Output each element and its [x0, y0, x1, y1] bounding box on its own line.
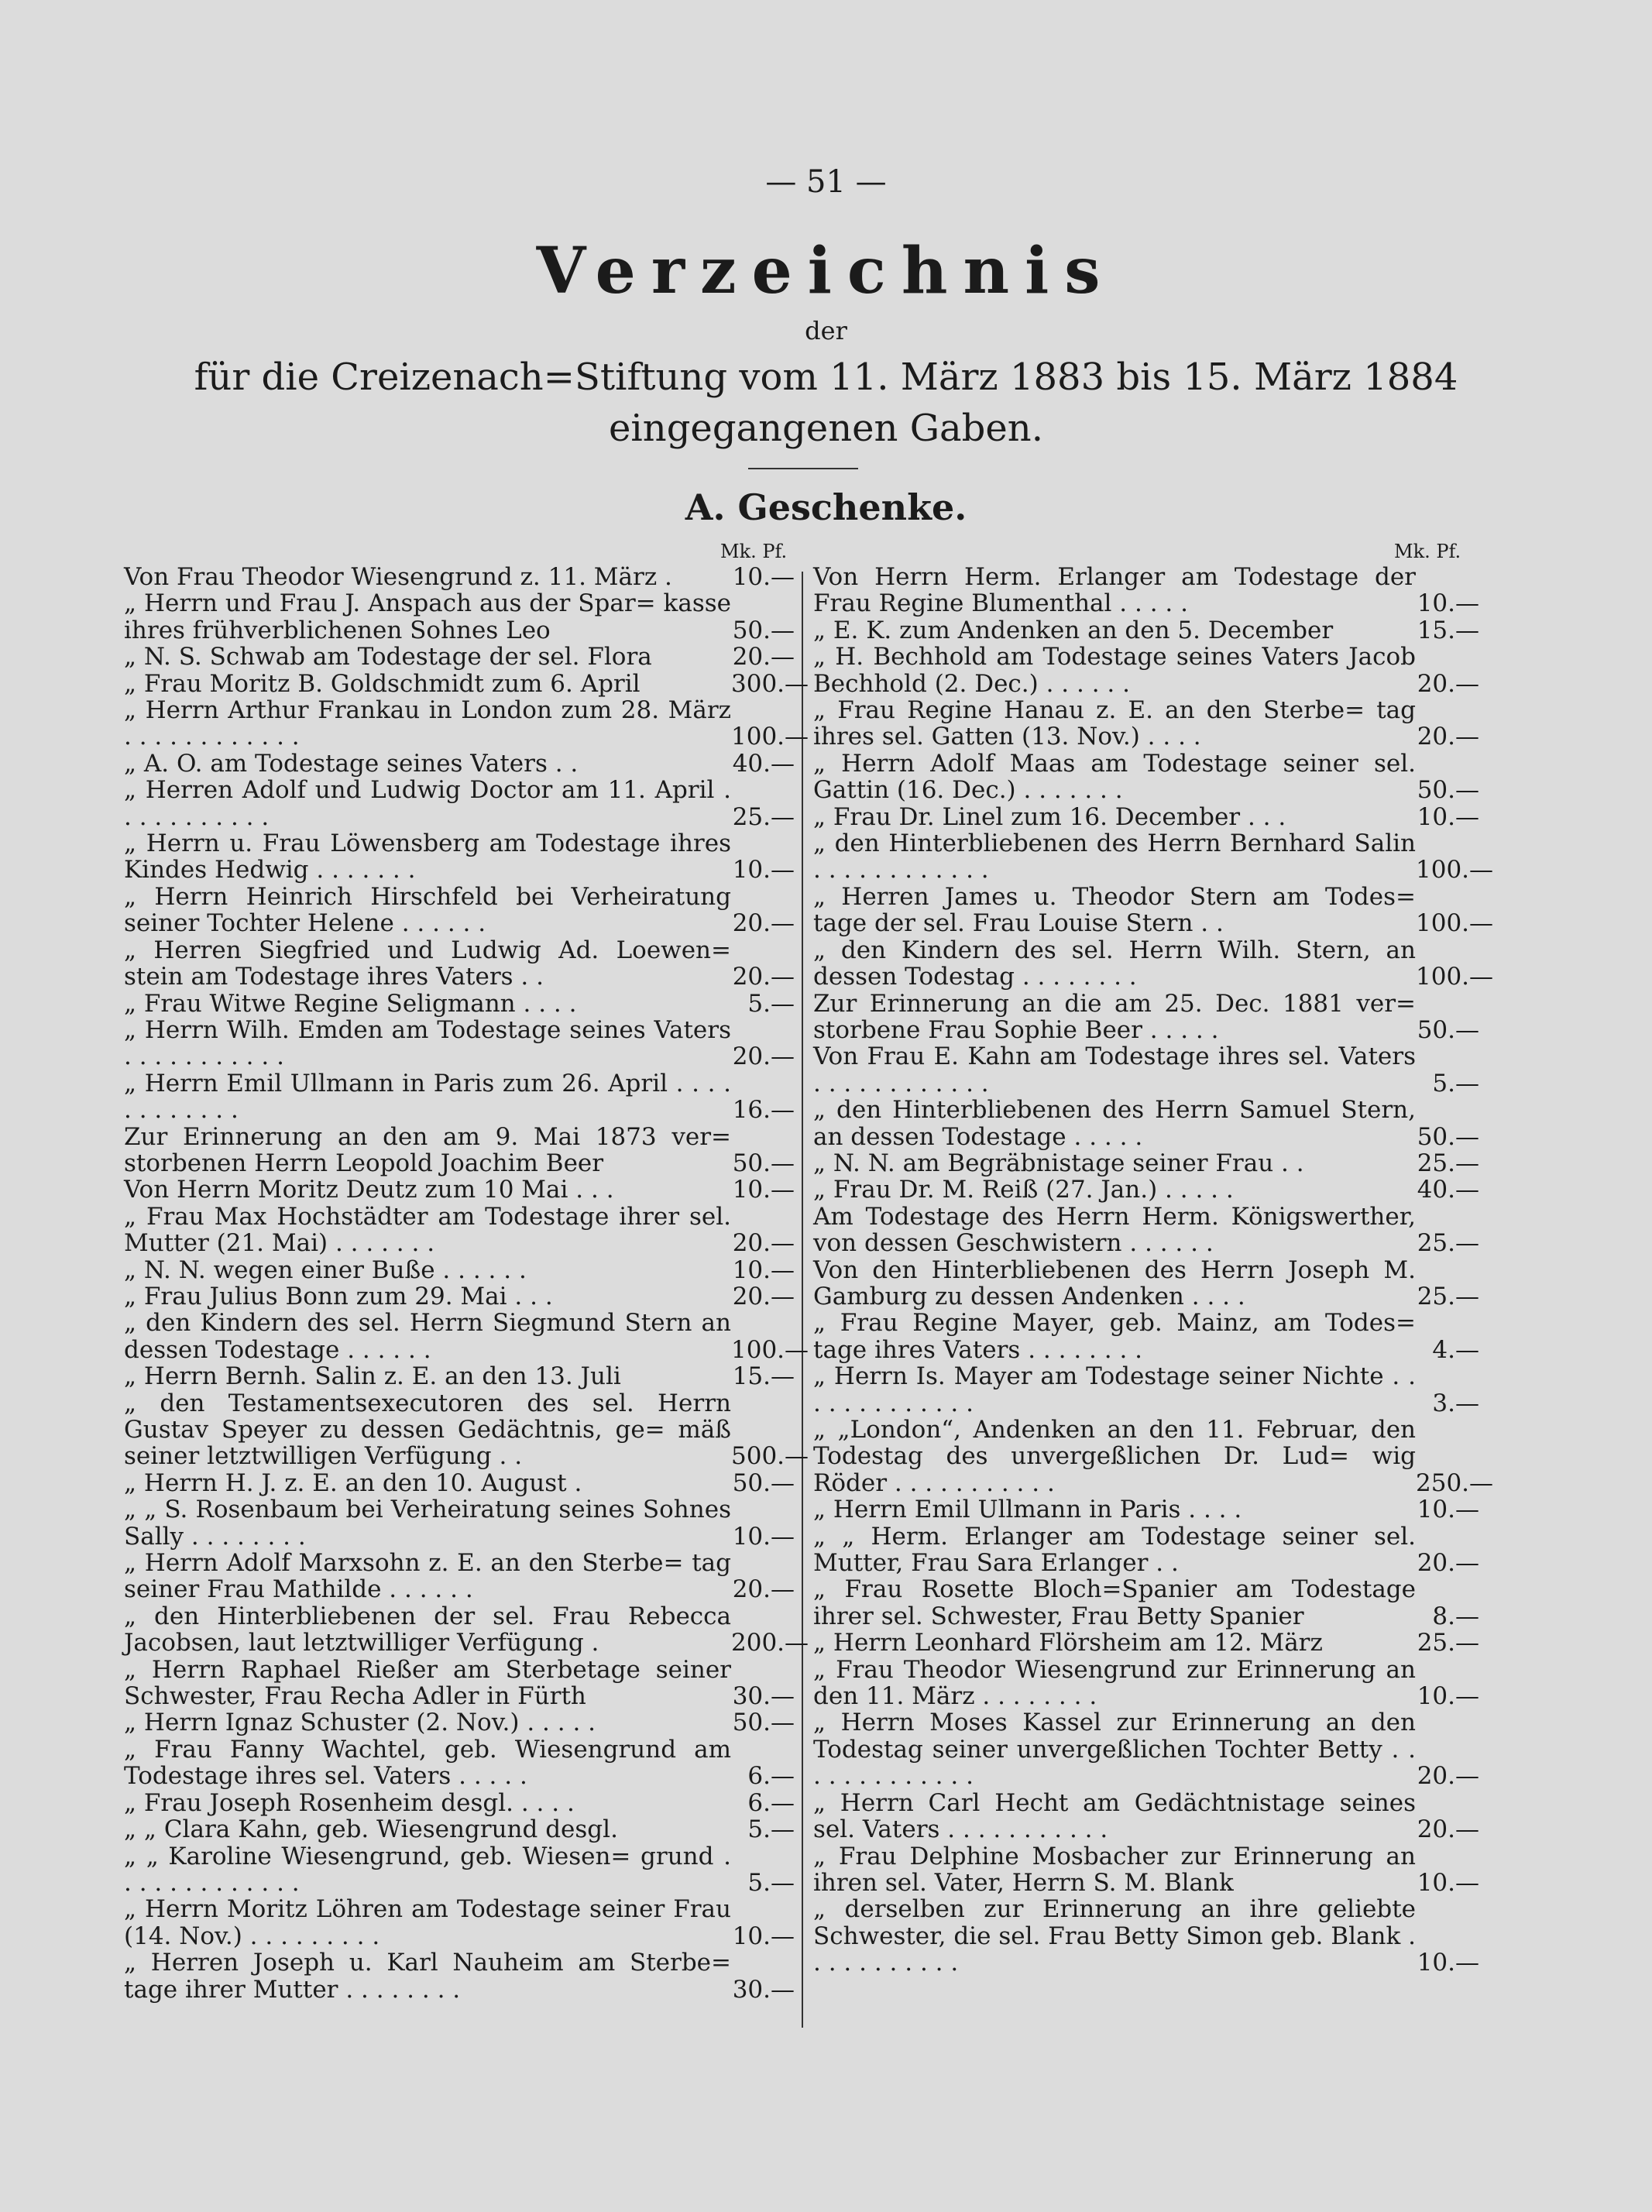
entry-text: „ Frau Rosette Bloch=Spanier am Todestage ihrer sel. Schwester, Frau Betty Spanier	[813, 1575, 1416, 1630]
list-item	[124, 1896, 795, 1949]
title-divider	[748, 468, 858, 469]
list-item	[813, 1709, 1479, 1789]
entry-text: „ den Hinterbliebenen des Herrn Bernhard Salin . . . . . . . . . . . .	[813, 830, 1416, 884]
entry-text: „ den Kindern des sel. Herrn Wilh. Stern, an dessen Todestag . . . . . . . .	[813, 936, 1416, 991]
entry-amount: 10.—	[732, 1922, 795, 1950]
entry-amount: 50.—	[732, 1468, 795, 1497]
entry-text: Von den Hinterbliebenen des Herrn Joseph M. Gamburg zu dessen Andenken . . . .	[813, 1255, 1416, 1310]
list-item	[124, 1657, 795, 1710]
entry-text: „ A. O. am Todestage seines Vaters . .	[124, 749, 579, 778]
entry-amount: 20.—	[732, 1282, 795, 1310]
entry-text: „ N. S. Schwab am Todestage der sel. Flora	[124, 643, 652, 672]
right-column-header: Mk. Pf.	[1394, 541, 1461, 562]
list-item	[124, 1309, 809, 1364]
entry-amount: 25.—	[1417, 1229, 1479, 1258]
entry-text: „ Herren Adolf und Ludwig Doctor am 11. April . . . . . . . . . . .	[124, 776, 731, 831]
entry-text: „ Herrn Adolf Marxsohn z. E. an den Sterbe= tag seiner Frau Mathilde . . . . . .	[124, 1549, 731, 1604]
entry-amount: 10.—	[732, 1522, 795, 1551]
list-item	[813, 1204, 1479, 1257]
entry-text: „ Herrn Arthur Frankau in London zum 28. März . . . . . . . . . . . .	[124, 696, 731, 751]
list-item	[124, 1070, 795, 1124]
entry-text: „ Herrn Bernh. Salin z. E. an den 13. Juli	[124, 1362, 621, 1391]
entry-amount: 20.—	[732, 963, 795, 991]
entry-amount: 25.—	[1417, 1149, 1479, 1177]
entry-amount: 100.—	[1416, 909, 1494, 938]
entry-amount: 20.—	[1417, 1549, 1479, 1578]
list-item	[813, 1790, 1479, 1843]
list-item	[124, 1790, 795, 1816]
list-item	[813, 1043, 1479, 1097]
left-column-header: Mk. Pf.	[720, 541, 788, 562]
entry-amount: 20.—	[1417, 1815, 1479, 1844]
list-item	[124, 1709, 795, 1736]
entry-text: „ den Hinterbliebenen des Herrn Samuel Stern, an dessen Todestage . . . . .	[813, 1096, 1416, 1151]
list-item	[124, 1204, 795, 1257]
list-item	[124, 1816, 795, 1843]
entry-amount: 50.—	[732, 1709, 795, 1737]
entry-text: „ Frau Delphine Mosbacher zur Erinnerung an ihren sel. Vater, Herrn S. M. Blank	[813, 1842, 1416, 1897]
entry-text: „ Frau Fanny Wachtel, geb. Wiesengrund am Todestage ihres sel. Vaters . . . . .	[124, 1735, 731, 1791]
subtitle	[0, 352, 1652, 454]
list-item	[813, 1363, 1479, 1417]
entry-text: „ Herrn Adolf Maas am Todestage seiner sel. Gattin (16. Dec.) . . . . . . .	[813, 749, 1416, 805]
entry-text: „ Herrn Wilh. Emden am Todestage seines Vaters . . . . . . . . . . .	[124, 1015, 731, 1071]
entry-amount: 4.—	[1432, 1335, 1479, 1364]
page-number: — 51 —	[765, 164, 887, 200]
entry-amount: 15.—	[1417, 616, 1479, 644]
entry-text: Zur Erinnerung an den am 9. Mai 1873 ver= storbenen Herrn Leopold Joachim Beer	[124, 1122, 731, 1177]
entry-text: „ Herren Joseph u. Karl Nauheim am Sterbe= tage ihrer Mutter . . . . . . . .	[124, 1949, 731, 2004]
entry-amount: 20.—	[732, 1229, 795, 1258]
entry-amount: 10.—	[1417, 589, 1479, 618]
list-item	[813, 1657, 1479, 1710]
entry-amount: 50.—	[732, 1149, 795, 1177]
list-item	[124, 1470, 795, 1496]
entry-text: „ Frau Julius Bonn zum 29. Mai . . .	[124, 1282, 553, 1310]
list-item	[124, 564, 795, 590]
entry-amount: 5.—	[1432, 1069, 1479, 1097]
entry-text: „ Herrn u. Frau Löwensberg am Todestage ihres Kindes Hedwig . . . . . . .	[124, 830, 731, 884]
list-item	[813, 1150, 1479, 1176]
entry-amount: 40.—	[732, 749, 795, 778]
list-item	[124, 777, 795, 830]
entry-amount: 300.—	[731, 669, 809, 698]
entry-text: „ Frau Witwe Regine Seligmann . . . .	[124, 989, 577, 1018]
entry-amount: 500.—	[731, 1442, 809, 1471]
entry-amount: 20.—	[732, 909, 795, 938]
list-item	[813, 882, 1494, 938]
list-item	[124, 669, 809, 698]
subtitle-der: der	[805, 316, 847, 345]
entry-amount: 100.—	[731, 1335, 809, 1364]
entry-text: „ Herrn Is. Mayer am Todestage seiner Nichte . . . . . . . . . . . . .	[813, 1362, 1416, 1417]
entry-text: Am Todestage des Herrn Herm. Königswerther, von dessen Geschwistern . . . . . .	[813, 1202, 1416, 1258]
entry-text: „ Herrn Ignaz Schuster (2. Nov.) . . . . .	[124, 1709, 596, 1737]
entry-text: „ Herrn Moritz Löhren am Todestage seiner Frau (14. Nov.) . . . . . . . . .	[124, 1895, 731, 1950]
entry-amount: 250.—	[1416, 1468, 1494, 1497]
list-item	[813, 1576, 1479, 1630]
entry-amount: 50.—	[1417, 1015, 1479, 1044]
list-item	[813, 1257, 1479, 1310]
entry-amount: 20.—	[1417, 723, 1479, 751]
list-item	[813, 750, 1479, 804]
entry-text: „ Frau Regine Hanau z. E. an den Sterbe= tag ihres sel. Gatten (13. Nov.) . . . .	[813, 696, 1416, 751]
entry-amount: 25.—	[1417, 1629, 1479, 1657]
entry-amount: 10.—	[732, 856, 795, 884]
entry-amount: 200.—	[731, 1629, 809, 1657]
entry-text: „ Herren James u. Theodor Stern am Todes= tage der sel. Frau Louise Stern . .	[813, 882, 1416, 938]
list-item	[124, 1124, 795, 1177]
list-item	[124, 644, 795, 670]
list-item	[813, 804, 1479, 830]
list-item	[813, 1176, 1479, 1203]
entry-text: „ E. K. zum Andenken an den 5. December	[813, 616, 1334, 644]
entry-amount: 20.—	[1417, 1762, 1479, 1791]
entry-amount: 5.—	[747, 1815, 795, 1844]
entry-amount: 100.—	[731, 723, 809, 751]
entry-amount: 5.—	[747, 989, 795, 1018]
list-item	[124, 590, 795, 644]
subtitle-line-2: eingegangenen Gaben.	[609, 407, 1043, 450]
subtitle-line-1: für die Creizenach=Stiftung vom 11. März 1883 bis 15. März 1884	[194, 356, 1458, 399]
list-item	[813, 1523, 1479, 1577]
entry-amount: 25.—	[732, 802, 795, 831]
entry-text: „ den Testamentsexecutoren des sel. Herrn Gustav Speyer zu dessen Gedächtnis, ge= mäß seiner letztwilligen Verfügung . .	[124, 1389, 731, 1471]
entry-text: „ Frau Moritz B. Goldschmidt zum 6. April	[124, 669, 641, 698]
list-item	[813, 564, 1479, 617]
list-item	[124, 991, 795, 1017]
entry-amount: 20.—	[732, 1042, 795, 1071]
entry-amount: 8.—	[1432, 1602, 1479, 1630]
entry-amount: 100.—	[1416, 963, 1494, 991]
list-item	[124, 750, 795, 777]
list-item	[813, 991, 1479, 1044]
left-column	[124, 563, 809, 2004]
right-column	[813, 563, 1494, 1977]
entry-amount: 20.—	[1417, 669, 1479, 698]
entry-text: „ „London“, Andenken an den 11. Februar, den Todestag des unvergeßlichen Dr. Lud= wig Röder . . . . . . . . . . .	[813, 1416, 1416, 1497]
list-item	[813, 1310, 1479, 1363]
list-item	[813, 1416, 1494, 1497]
list-item	[124, 1602, 809, 1657]
entry-amount: 30.—	[732, 1682, 795, 1711]
entry-text: „ Frau Joseph Rosenheim desgl. . . . .	[124, 1788, 575, 1817]
list-item	[813, 1097, 1479, 1150]
entry-text: „ „ S. Rosenbaum bei Verheiratung seines Sohnes Sally . . . . . . . .	[124, 1496, 731, 1551]
list-item	[124, 884, 795, 937]
list-item	[813, 1843, 1479, 1897]
entry-text: Zur Erinnerung an die am 25. Dec. 1881 ver= storbene Frau Sophie Beer . . . . .	[813, 989, 1416, 1044]
entry-amount: 10.—	[1417, 1868, 1479, 1897]
list-item	[124, 1017, 795, 1070]
entry-amount: 50.—	[1417, 1122, 1479, 1151]
entry-text: „ „ Clara Kahn, geb. Wiesengrund desgl.	[124, 1815, 618, 1844]
list-item	[813, 830, 1494, 884]
entry-amount: 100.—	[1416, 856, 1494, 884]
list-item	[813, 697, 1479, 750]
entry-amount: 40.—	[1417, 1176, 1479, 1204]
entry-amount: 15.—	[732, 1362, 795, 1391]
entry-text: „ Herrn Heinrich Hirschfeld bei Verheiratung seiner Tochter Helene . . . . . .	[124, 882, 731, 938]
list-item	[124, 1283, 795, 1310]
entry-text: Von Frau E. Kahn am Todestage ihres sel. Vaters . . . . . . . . . . . .	[813, 1042, 1416, 1097]
list-item	[813, 1630, 1479, 1656]
entry-text: „ N. N. am Begräbnistage seiner Frau . .	[813, 1149, 1304, 1177]
entry-text: „ Herrn Carl Hecht am Gedächtnistage seines sel. Vaters . . . . . . . . . . .	[813, 1788, 1416, 1844]
entry-amount: 30.—	[732, 1975, 795, 2004]
list-item	[813, 617, 1479, 644]
entry-text: „ Frau Theodor Wiesengrund zur Erinnerung an den 11. März . . . . . . . .	[813, 1655, 1416, 1711]
entry-amount: 10.—	[732, 1176, 795, 1204]
entry-amount: 3.—	[1432, 1389, 1479, 1417]
entry-amount: 20.—	[732, 643, 795, 672]
entry-text: Von Herrn Herm. Erlanger am Todestage der Frau Regine Blumenthal . . . . .	[813, 563, 1416, 618]
list-item	[124, 1176, 795, 1203]
entry-text: Von Herrn Moritz Deutz zum 10 Mai . . .	[124, 1176, 614, 1204]
list-item	[124, 937, 795, 991]
entry-amount: 6.—	[747, 1762, 795, 1791]
list-item	[813, 1896, 1479, 1976]
list-item	[124, 1843, 795, 1897]
entry-text: „ „ Herm. Erlanger am Todestage seiner sel. Mutter, Frau Sara Erlanger . .	[813, 1522, 1416, 1578]
list-item	[813, 644, 1479, 697]
entry-amount: 10.—	[732, 563, 795, 591]
entry-text: „ Frau Max Hochstädter am Todestage ihrer sel. Mutter (21. Mai) . . . . . . .	[124, 1202, 731, 1258]
list-item	[124, 1496, 795, 1550]
column-divider	[802, 572, 803, 2028]
entry-text: „ H. Bechhold am Todestage seines Vaters Jacob Bechhold (2. Dec.) . . . . . .	[813, 643, 1416, 698]
entry-amount: 10.—	[1417, 1496, 1479, 1524]
page-title: Verzeichnis	[536, 234, 1116, 308]
list-item	[124, 1389, 809, 1471]
entry-text: „ den Kindern des sel. Herrn Siegmund Stern an dessen Todestage . . . . . .	[124, 1309, 731, 1364]
entry-amount: 10.—	[1417, 802, 1479, 831]
entry-amount: 10.—	[1417, 1682, 1479, 1711]
list-item	[124, 830, 795, 884]
entry-text: „ Frau Dr. M. Reiß (27. Jan.) . . . . .	[813, 1176, 1234, 1204]
list-item	[124, 1550, 795, 1603]
entry-text: „ „ Karoline Wiesengrund, geb. Wiesen= grund . . . . . . . . . . . . .	[124, 1842, 731, 1897]
entry-text: „ Herrn Raphael Rießer am Sterbetage seiner Schwester, Frau Recha Adler in Fürth	[124, 1655, 731, 1711]
entry-amount: 10.—	[1417, 1949, 1479, 1977]
entry-text: „ Herrn Moses Kassel zur Erinnerung an den Todestag seiner unvergeßlichen Tochter Betty . . . . . . . . . . . . .	[813, 1709, 1416, 1791]
section-heading: A. Geschenke.	[685, 486, 967, 528]
entry-amount: 50.—	[1417, 776, 1479, 805]
entry-amount: 16.—	[732, 1096, 795, 1125]
entry-amount: 10.—	[732, 1255, 795, 1284]
entry-text: „ Herrn Leonhard Flörsheim am 12. März	[813, 1629, 1323, 1657]
entry-amount: 20.—	[732, 1575, 795, 1604]
list-item	[124, 1736, 795, 1790]
entry-text: Von Frau Theodor Wiesengrund z. 11. März .	[124, 563, 672, 591]
entry-text: „ Herrn Emil Ullmann in Paris . . . .	[813, 1496, 1242, 1524]
entry-amount: 5.—	[747, 1868, 795, 1897]
entry-text: „ N. N. wegen einer Buße . . . . . .	[124, 1255, 527, 1284]
entry-text: „ Herrn und Frau J. Anspach aus der Spar= kasse ihres frühverblichenen Sohnes Leo	[124, 589, 731, 644]
list-item	[124, 1257, 795, 1283]
entry-text: „ Frau Regine Mayer, geb. Mainz, am Todes= tage ihres Vaters . . . . . . . .	[813, 1309, 1416, 1364]
entry-text: „ Herrn Emil Ullmann in Paris zum 26. April . . . . . . . . . . . .	[124, 1069, 731, 1125]
entry-text: „ Herrn H. J. z. E. an den 10. August .	[124, 1468, 582, 1497]
entry-amount: 50.—	[732, 616, 795, 644]
list-item	[124, 1363, 795, 1389]
entry-amount: 6.—	[747, 1788, 795, 1817]
entry-text: „ Frau Dr. Linel zum 16. December . . .	[813, 802, 1286, 831]
list-item	[813, 936, 1494, 991]
entry-text: „ Herren Siegfried und Ludwig Ad. Loewen= stein am Todestage ihres Vaters . .	[124, 936, 731, 991]
list-item	[124, 696, 809, 751]
list-item	[813, 1496, 1479, 1523]
list-item	[124, 1949, 795, 2003]
entry-amount: 25.—	[1417, 1282, 1479, 1310]
entry-text: „ den Hinterbliebenen der sel. Frau Rebecca Jacobsen, laut letztwilliger Verfügung .	[124, 1602, 731, 1657]
entry-text: „ derselben zur Erinnerung an ihre geliebte Schwester, die sel. Frau Betty Simon geb. Blank . . . . . . . . . . .	[813, 1895, 1416, 1977]
